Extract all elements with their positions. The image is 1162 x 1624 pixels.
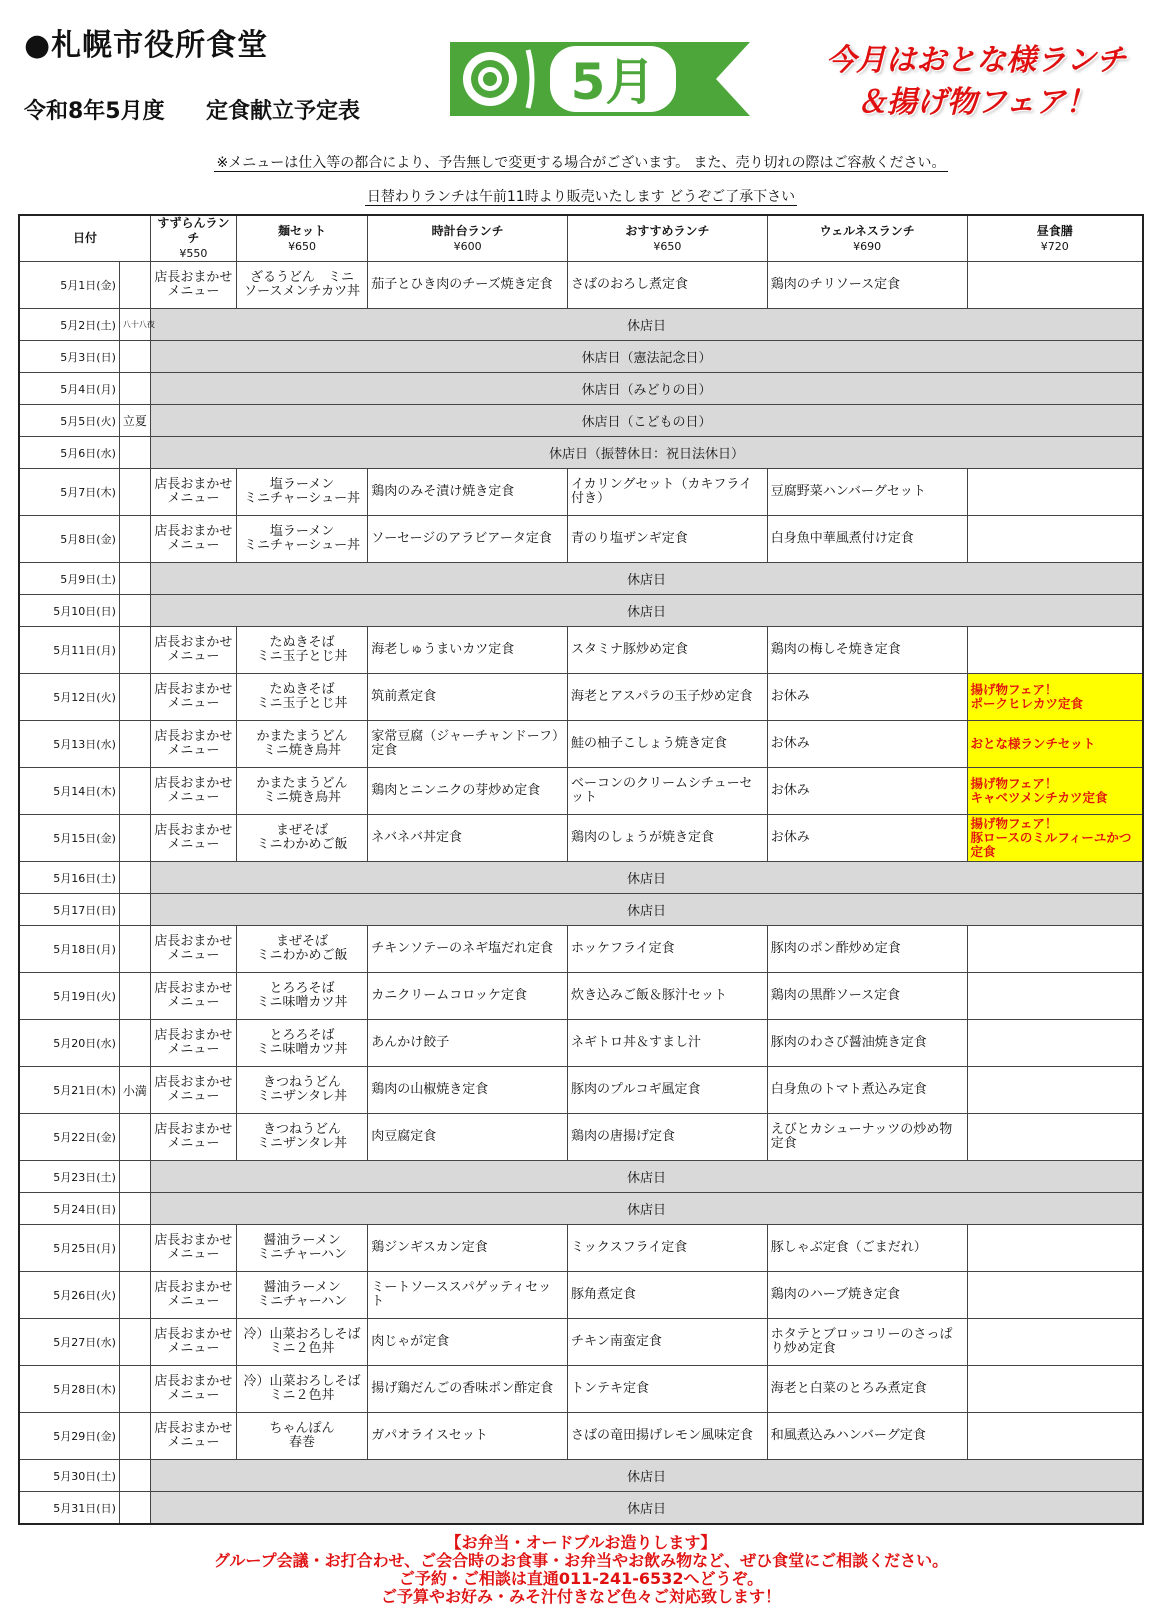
men-set-cell: とろろそば ミニ味噌カツ丼: [236, 1020, 367, 1067]
men-set-cell: とろろそば ミニ味噌カツ丼: [236, 973, 367, 1020]
tokeidai-cell: 揚げ鶏だんごの香味ポン酢定食: [368, 1366, 568, 1413]
date-cell: 5月20日(水): [19, 1020, 119, 1067]
date-cell: 5月22日(金): [19, 1114, 119, 1161]
wellness-cell: 豆腐野菜ハンバーグセット: [767, 469, 967, 516]
page-subtitle: [24, 94, 360, 125]
table-row-closed: [19, 341, 1143, 373]
table-row: [19, 1319, 1143, 1366]
tokeidai-cell: 肉じゃが定食: [368, 1319, 568, 1366]
seasonal-note-cell: [119, 1319, 150, 1366]
wellness-cell: お休み: [767, 721, 967, 768]
wellness-cell: 鶏肉のチリソース定食: [767, 262, 967, 309]
footer-line-3: ご予約・ご相談は直通011-241-6532へどうぞ。: [398, 1569, 764, 1588]
seasonal-note-cell: [119, 894, 150, 926]
men-set-cell: きつねうどん ミニザンタレ丼: [236, 1067, 367, 1114]
osusume-cell: さばの竜田揚げレモン風味定食: [568, 1413, 768, 1460]
table-row: [19, 815, 1143, 862]
date-cell: 5月16日(土): [19, 862, 119, 894]
osusume-cell: ネギトロ丼＆すまし汁: [568, 1020, 768, 1067]
table-row-closed: [19, 1492, 1143, 1525]
suzuran-cell: 店長おまかせ メニュー: [150, 674, 236, 721]
suzuran-cell: 店長おまかせ メニュー: [150, 516, 236, 563]
chushokuzen-cell: 揚げ物フェア！ ポークヒレカツ定食: [967, 674, 1143, 721]
seasonal-note-cell: [119, 437, 150, 469]
closed-day-cell: 休店日（みどりの日）: [150, 373, 1143, 405]
men-set-cell: かまたまうどん ミニ焼き鳥丼: [236, 721, 367, 768]
table-row-closed: [19, 1161, 1143, 1193]
closed-day-cell: 休店日: [150, 309, 1143, 341]
table-row: [19, 926, 1143, 973]
osusume-cell: 鶏肉のしょうが焼き定食: [568, 815, 768, 862]
chushokuzen-cell: [967, 973, 1143, 1020]
men-set-cell: たぬきそば ミニ玉子とじ丼: [236, 674, 367, 721]
osusume-cell: 炊き込みご飯＆豚汁セット: [568, 973, 768, 1020]
wellness-cell: 鶏肉の黒酢ソース定食: [767, 973, 967, 1020]
suzuran-cell: 店長おまかせ メニュー: [150, 1366, 236, 1413]
date-cell: 5月9日(土): [19, 563, 119, 595]
closed-day-cell: 休店日: [150, 1193, 1143, 1225]
men-set-cell: ちゃんぽん 春巻: [236, 1413, 367, 1460]
promo-line-1: 今月はおとな様ランチ: [826, 43, 1126, 78]
table-row-closed: [19, 563, 1143, 595]
date-cell: 5月7日(木): [19, 469, 119, 516]
tokeidai-cell: 茄子とひき肉のチーズ焼き定食: [368, 262, 568, 309]
osusume-cell: 海老とアスパラの玉子炒め定食: [568, 674, 768, 721]
table-row: [19, 516, 1143, 563]
closed-day-cell: 休店日: [150, 862, 1143, 894]
men-set-cell: きつねうどん ミニザンタレ丼: [236, 1114, 367, 1161]
seasonal-note-cell: [119, 862, 150, 894]
wellness-cell: お休み: [767, 815, 967, 862]
wellness-cell: 鶏肉のハーブ焼き定食: [767, 1272, 967, 1319]
table-row-closed: [19, 437, 1143, 469]
date-cell: 5月8日(金): [19, 516, 119, 563]
seasonal-note-cell: [119, 1193, 150, 1225]
chushokuzen-cell: 揚げ物フェア！ キャベツメンチカツ定食: [967, 768, 1143, 815]
men-set-cell: 醤油ラーメン ミニチャーハン: [236, 1225, 367, 1272]
table-row: [19, 1114, 1143, 1161]
col-header-date: 日付: [19, 215, 150, 262]
table-row: [19, 768, 1143, 815]
chushokuzen-cell: [967, 1272, 1143, 1319]
table-row: [19, 973, 1143, 1020]
seasonal-note-cell: [119, 815, 150, 862]
seasonal-note-cell: [119, 721, 150, 768]
wellness-cell: 鶏肉の梅しそ焼き定食: [767, 627, 967, 674]
col-header-osusume: おすすめランチ ¥650: [568, 215, 768, 262]
men-set-cell: 塩ラーメン ミニチャーシュー丼: [236, 469, 367, 516]
tokeidai-cell: 肉豆腐定食: [368, 1114, 568, 1161]
suzuran-cell: 店長おまかせ メニュー: [150, 815, 236, 862]
table-row: [19, 674, 1143, 721]
seasonal-note-cell: [119, 563, 150, 595]
chushokuzen-cell: [967, 926, 1143, 973]
men-set-cell: たぬきそば ミニ玉子とじ丼: [236, 627, 367, 674]
closed-day-cell: 休店日（振替休日：祝日法休日）: [150, 437, 1143, 469]
closed-day-cell: 休店日: [150, 595, 1143, 627]
table-header-row: [19, 215, 1143, 262]
table-row-closed: [19, 1193, 1143, 1225]
seasonal-note-cell: [119, 1366, 150, 1413]
seasonal-note-cell: [119, 1114, 150, 1161]
date-cell: 5月13日(水): [19, 721, 119, 768]
wellness-cell: 豚肉のわさび醤油焼き定食: [767, 1020, 967, 1067]
men-set-cell: まぜそば ミニわかめご飯: [236, 815, 367, 862]
date-cell: 5月1日(金): [19, 262, 119, 309]
chushokuzen-cell: [967, 1366, 1143, 1413]
wellness-cell: 白身魚のトマト煮込み定食: [767, 1067, 967, 1114]
seasonal-note-cell: [119, 516, 150, 563]
tokeidai-cell: カニクリームコロッケ定食: [368, 973, 568, 1020]
seasonal-note-cell: [119, 262, 150, 309]
suzuran-cell: 店長おまかせ メニュー: [150, 627, 236, 674]
men-set-cell: 冷）山菜おろしそば ミニ２色丼: [236, 1319, 367, 1366]
notice-menu-change: ※メニューは仕入等の都合により、予告無しで変更する場合がございます。 また、売り切れの際はご容赦ください。: [216, 155, 946, 171]
suzuran-cell: 店長おまかせ メニュー: [150, 262, 236, 309]
date-cell: 5月19日(火): [19, 973, 119, 1020]
seasonal-note-cell: [119, 627, 150, 674]
col-header-suzuran: すずらんランチ ¥550: [150, 215, 236, 262]
tokeidai-cell: 鶏ジンギスカン定食: [368, 1225, 568, 1272]
promo-line-2: ＆揚げ物フェア！: [856, 85, 1096, 120]
date-cell: 5月5日(火): [19, 405, 119, 437]
seasonal-note-cell: [119, 469, 150, 516]
page-title: ●札幌市役所食堂: [24, 28, 269, 63]
date-cell: 5月15日(金): [19, 815, 119, 862]
men-set-cell: かまたまうどん ミニ焼き鳥丼: [236, 768, 367, 815]
suzuran-cell: 店長おまかせ メニュー: [150, 1114, 236, 1161]
men-set-cell: 塩ラーメン ミニチャーシュー丼: [236, 516, 367, 563]
table-row: [19, 469, 1143, 516]
seasonal-note-cell: [119, 341, 150, 373]
date-cell: 5月4日(月): [19, 373, 119, 405]
chushokuzen-cell: [967, 1319, 1143, 1366]
seasonal-note-cell: 八十八夜: [119, 309, 150, 341]
men-set-cell: ざるうどん ミニ ソースメンチカツ丼: [236, 262, 367, 309]
wellness-cell: 白身魚中華風煮付け定食: [767, 516, 967, 563]
date-cell: 5月24日(日): [19, 1193, 119, 1225]
tokeidai-cell: あんかけ餃子: [368, 1020, 568, 1067]
promo-banner: [806, 40, 1146, 124]
suzuran-cell: 店長おまかせ メニュー: [150, 1020, 236, 1067]
men-set-cell: 冷）山菜おろしそば ミニ２色丼: [236, 1366, 367, 1413]
wellness-cell: お休み: [767, 674, 967, 721]
osusume-cell: イカリングセット（カキフライ付き）: [568, 469, 768, 516]
footer-line-1: 【お弁当・オードブルお造りします】: [445, 1533, 717, 1552]
seasonal-note-cell: [119, 1460, 150, 1492]
seasonal-note-cell: [119, 595, 150, 627]
col-header-tokeidai: 時計台ランチ ¥600: [368, 215, 568, 262]
seasonal-note-cell: [119, 973, 150, 1020]
table-row: [19, 1067, 1143, 1114]
tokeidai-cell: チキンソテーのネギ塩だれ定食: [368, 926, 568, 973]
seasonal-note-cell: [119, 926, 150, 973]
table-row-closed: [19, 309, 1143, 341]
osusume-cell: 青のり塩ザンギ定食: [568, 516, 768, 563]
chushokuzen-cell: [967, 1114, 1143, 1161]
closed-day-cell: 休店日（こどもの日）: [150, 405, 1143, 437]
seasonal-note-cell: [119, 1413, 150, 1460]
seasonal-note-cell: [119, 768, 150, 815]
table-row: [19, 1225, 1143, 1272]
table-row: [19, 1366, 1143, 1413]
seasonal-note-cell: [119, 1020, 150, 1067]
osusume-cell: 鶏肉の唐揚げ定食: [568, 1114, 768, 1161]
tokeidai-cell: ミートソーススパゲッティセット: [368, 1272, 568, 1319]
table-row: [19, 627, 1143, 674]
date-cell: 5月25日(月): [19, 1225, 119, 1272]
chushokuzen-cell: おとな様ランチセット: [967, 721, 1143, 768]
seasonal-note-cell: [119, 1492, 150, 1525]
date-cell: 5月27日(水): [19, 1319, 119, 1366]
date-cell: 5月12日(火): [19, 674, 119, 721]
date-cell: 5月18日(月): [19, 926, 119, 973]
subtitle-period: 令和8年5月度: [24, 99, 165, 124]
tokeidai-cell: 筑前煮定食: [368, 674, 568, 721]
wellness-cell: 豚しゃぶ定食（ごまだれ）: [767, 1225, 967, 1272]
osusume-cell: トンテキ定食: [568, 1366, 768, 1413]
closed-day-cell: 休店日: [150, 894, 1143, 926]
osusume-cell: さばのおろし煮定食: [568, 262, 768, 309]
chushokuzen-cell: [967, 262, 1143, 309]
table-row-closed: [19, 862, 1143, 894]
suzuran-cell: 店長おまかせ メニュー: [150, 926, 236, 973]
wellness-cell: 和風煮込みハンバーグ定食: [767, 1413, 967, 1460]
col-header-wellness: ウェルネスランチ ¥690: [767, 215, 967, 262]
suzuran-cell: 店長おまかせ メニュー: [150, 1319, 236, 1366]
menu-table: [18, 214, 1144, 1525]
chushokuzen-cell: [967, 1413, 1143, 1460]
table-row: [19, 1020, 1143, 1067]
suzuran-cell: 店長おまかせ メニュー: [150, 1413, 236, 1460]
date-cell: 5月2日(土): [19, 309, 119, 341]
chushokuzen-cell: 揚げ物フェア！ 豚ロースのミルフィーユかつ定食: [967, 815, 1143, 862]
seasonal-note-cell: 立夏: [119, 405, 150, 437]
table-row-closed: [19, 595, 1143, 627]
subtitle-label: 定食献立予定表: [205, 99, 360, 124]
date-cell: 5月26日(火): [19, 1272, 119, 1319]
date-cell: 5月11日(月): [19, 627, 119, 674]
tokeidai-cell: 鶏肉の山椒焼き定食: [368, 1067, 568, 1114]
date-cell: 5月21日(木): [19, 1067, 119, 1114]
chushokuzen-cell: [967, 1020, 1143, 1067]
seasonal-note-cell: 小満: [119, 1067, 150, 1114]
seasonal-note-cell: [119, 373, 150, 405]
table-row-closed: [19, 894, 1143, 926]
seasonal-note-cell: [119, 674, 150, 721]
tokeidai-cell: 海老しゅうまいカツ定食: [368, 627, 568, 674]
tokeidai-cell: ネバネバ丼定食: [368, 815, 568, 862]
table-row-closed: [19, 373, 1143, 405]
footer-line-2: グループ会議・お打合わせ、ご会合時のお食事・お弁当やお飲み物など、ぜひ食堂にご相談ください。: [213, 1551, 949, 1570]
seasonal-note-cell: [119, 1225, 150, 1272]
closed-day-cell: 休店日: [150, 1492, 1143, 1525]
table-row-closed: [19, 1460, 1143, 1492]
date-cell: 5月6日(水): [19, 437, 119, 469]
chushokuzen-cell: [967, 469, 1143, 516]
table-row-closed: [19, 405, 1143, 437]
col-header-men-set: 麺セット ¥650: [236, 215, 367, 262]
suzuran-cell: 店長おまかせ メニュー: [150, 721, 236, 768]
wellness-cell: えびとカシューナッツの炒め物定食: [767, 1114, 967, 1161]
tokeidai-cell: 鶏肉のみそ漬け焼き定食: [368, 469, 568, 516]
osusume-cell: 鮭の柚子こしょう焼き定食: [568, 721, 768, 768]
tokeidai-cell: 鶏肉とニンニクの芽炒め定食: [368, 768, 568, 815]
table-row: [19, 262, 1143, 309]
seasonal-note-cell: [119, 1272, 150, 1319]
suzuran-cell: 店長おまかせ メニュー: [150, 973, 236, 1020]
suzuran-cell: 店長おまかせ メニュー: [150, 1272, 236, 1319]
chushokuzen-cell: [967, 516, 1143, 563]
menu-body: [19, 262, 1143, 1525]
wellness-cell: 豚肉のポン酢炒め定食: [767, 926, 967, 973]
tokeidai-cell: ソーセージのアラビアータ定食: [368, 516, 568, 563]
month-badge: 5月: [570, 53, 656, 111]
wellness-cell: ホタテとブロッコリーのさっぱり炒め定食: [767, 1319, 967, 1366]
seasonal-note-cell: [119, 1161, 150, 1193]
closed-day-cell: 休店日: [150, 1460, 1143, 1492]
wellness-cell: お休み: [767, 768, 967, 815]
footer-line-4: ご予算やお好み・みそ汁付きなど色々ご対応致します！: [380, 1587, 781, 1606]
closed-day-cell: 休店日: [150, 1161, 1143, 1193]
wellness-cell: 海老と白菜のとろみ煮定食: [767, 1366, 967, 1413]
suzuran-cell: 店長おまかせ メニュー: [150, 768, 236, 815]
suzuran-cell: 店長おまかせ メニュー: [150, 1225, 236, 1272]
date-cell: 5月31日(日): [19, 1492, 119, 1525]
osusume-cell: 豚肉のプルコギ風定食: [568, 1067, 768, 1114]
date-cell: 5月17日(日): [19, 894, 119, 926]
suzuran-cell: 店長おまかせ メニュー: [150, 469, 236, 516]
date-cell: 5月29日(金): [19, 1413, 119, 1460]
osusume-cell: 豚角煮定食: [568, 1272, 768, 1319]
table-row: [19, 721, 1143, 768]
tokeidai-cell: 家常豆腐（ジャーチャンドーフ）定食: [368, 721, 568, 768]
footer-notice: [0, 1534, 1162, 1606]
chushokuzen-cell: [967, 1067, 1143, 1114]
notice-daily-lunch: 日替わりランチは午前11時より販売いたします どうぞご了承下さい: [366, 189, 796, 205]
date-cell: 5月28日(木): [19, 1366, 119, 1413]
closed-day-cell: 休店日（憲法記念日）: [150, 341, 1143, 373]
osusume-cell: チキン南蛮定食: [568, 1319, 768, 1366]
date-cell: 5月10日(日): [19, 595, 119, 627]
osusume-cell: ホッケフライ定食: [568, 926, 768, 973]
osusume-cell: ベーコンのクリームシチューセット: [568, 768, 768, 815]
suzuran-cell: 店長おまかせ メニュー: [150, 1067, 236, 1114]
date-cell: 5月30日(土): [19, 1460, 119, 1492]
date-cell: 5月3日(日): [19, 341, 119, 373]
date-cell: 5月14日(木): [19, 768, 119, 815]
closed-day-cell: 休店日: [150, 563, 1143, 595]
chushokuzen-cell: [967, 627, 1143, 674]
table-row: [19, 1272, 1143, 1319]
men-set-cell: 醤油ラーメン ミニチャーハン: [236, 1272, 367, 1319]
osusume-cell: ミックスフライ定食: [568, 1225, 768, 1272]
table-row: [19, 1413, 1143, 1460]
tokeidai-cell: ガパオライスセット: [368, 1413, 568, 1460]
chushokuzen-cell: [967, 1225, 1143, 1272]
koinobori-month-banner: [450, 38, 780, 120]
osusume-cell: スタミナ豚炒め定食: [568, 627, 768, 674]
col-header-chushokuzen: 昼食膳 ¥720: [967, 215, 1143, 262]
men-set-cell: まぜそば ミニわかめご飯: [236, 926, 367, 973]
date-cell: 5月23日(土): [19, 1161, 119, 1193]
